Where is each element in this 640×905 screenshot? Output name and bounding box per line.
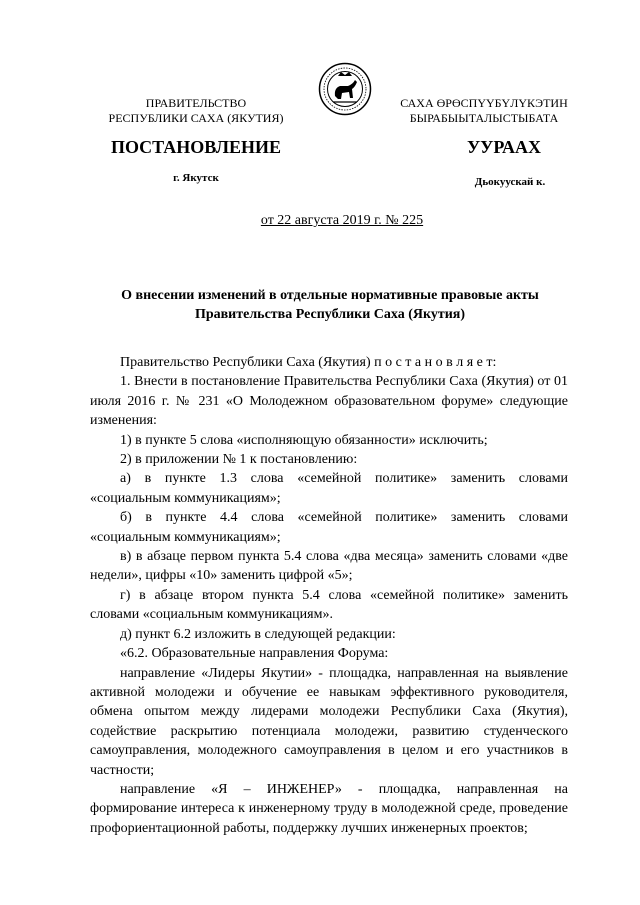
document-title (70, 286, 590, 324)
city-left: г. Якутск (173, 172, 219, 184)
doc-type-left: ПОСТАНОВЛЕНИЕ (110, 137, 282, 157)
date-line: от 22 августа 2019 г. № 225 (260, 213, 424, 228)
paragraph: б) в пункте 4.4 слова «семейной политике» заменить словами «социальным коммуникациям»; (90, 510, 568, 545)
paragraph: в) в абзаце первом пункта 5.4 слова «два месяца» заменить словами «две недели», цифры «10» заменить цифрой «5»; (90, 549, 568, 584)
header-right (364, 96, 604, 126)
header-left-line2: РЕСПУБЛИКИ САХА (ЯКУТИЯ) (108, 111, 284, 125)
paragraph: г) в абзаце втором пункта 5.4 слова «семейной политике» заменить словами «социальным коммуникациям». (90, 587, 568, 623)
paragraph: а) в пункте 1.3 слова «семейной политике» заменить словами «социальным коммуникациям»; (90, 471, 568, 506)
title-line2: Правительства Республики Саха (Якутия) (194, 307, 466, 322)
title-line1: О внесении изменений в отдельные нормативные правовые акты (121, 288, 539, 303)
paragraph: «6.2. Образовательные направления Форума: (120, 646, 389, 662)
paragraph: 2) в приложении № 1 к постановлению: (120, 452, 358, 468)
paragraph: д) пункт 6.2 изложить в следующей редакции: (120, 626, 396, 642)
paragraph: направление «Лидеры Якутии» - площадка, направленная на выявление активной молодежи и обучение ее навыкам эффективного руководителя, обмена опытом между лидерами молодежи Республики Саха (Якутия), содействие раскрытию потенциала молодежи, развитию студенческого самоуправления, молодежного самоуправления в целом и его участников в частности; (90, 665, 568, 778)
header-left-line1: ПРАВИТЕЛЬСТВО (145, 96, 247, 110)
paragraph: Правительство Республики Саха (Якутия) п о с т а н о в л я е т: (120, 355, 497, 370)
header-right-line2: БЫРАБЫЫТАЛЫСТЫБАТА (409, 111, 559, 125)
document-body (90, 353, 568, 838)
paragraph: 1) в пункте 5 слова «исполняющую обязанности» исключить; (120, 432, 488, 448)
paragraph: 1. Внести в постановление Правительства Республики Саха (Якутия) от 01 июля 2016 г. № 231 «О Молодежном образовательном форуме» следующие изменения: (90, 374, 568, 429)
header-right-line1: САХА ӨРӨСПҮҮБҮЛҮКЭТИН (400, 96, 568, 110)
city-right: Дьокуускай к. (474, 176, 546, 188)
paragraph: направление «Я – ИНЖЕНЕР» - площадка, направленная на формирование интереса к инженерному труду в молодежной среде, проведение профориентационной работы, поддержку лучших инженерных проектов; (90, 781, 568, 836)
header-left (96, 96, 296, 126)
doc-type-right: УУРААХ (466, 137, 542, 157)
